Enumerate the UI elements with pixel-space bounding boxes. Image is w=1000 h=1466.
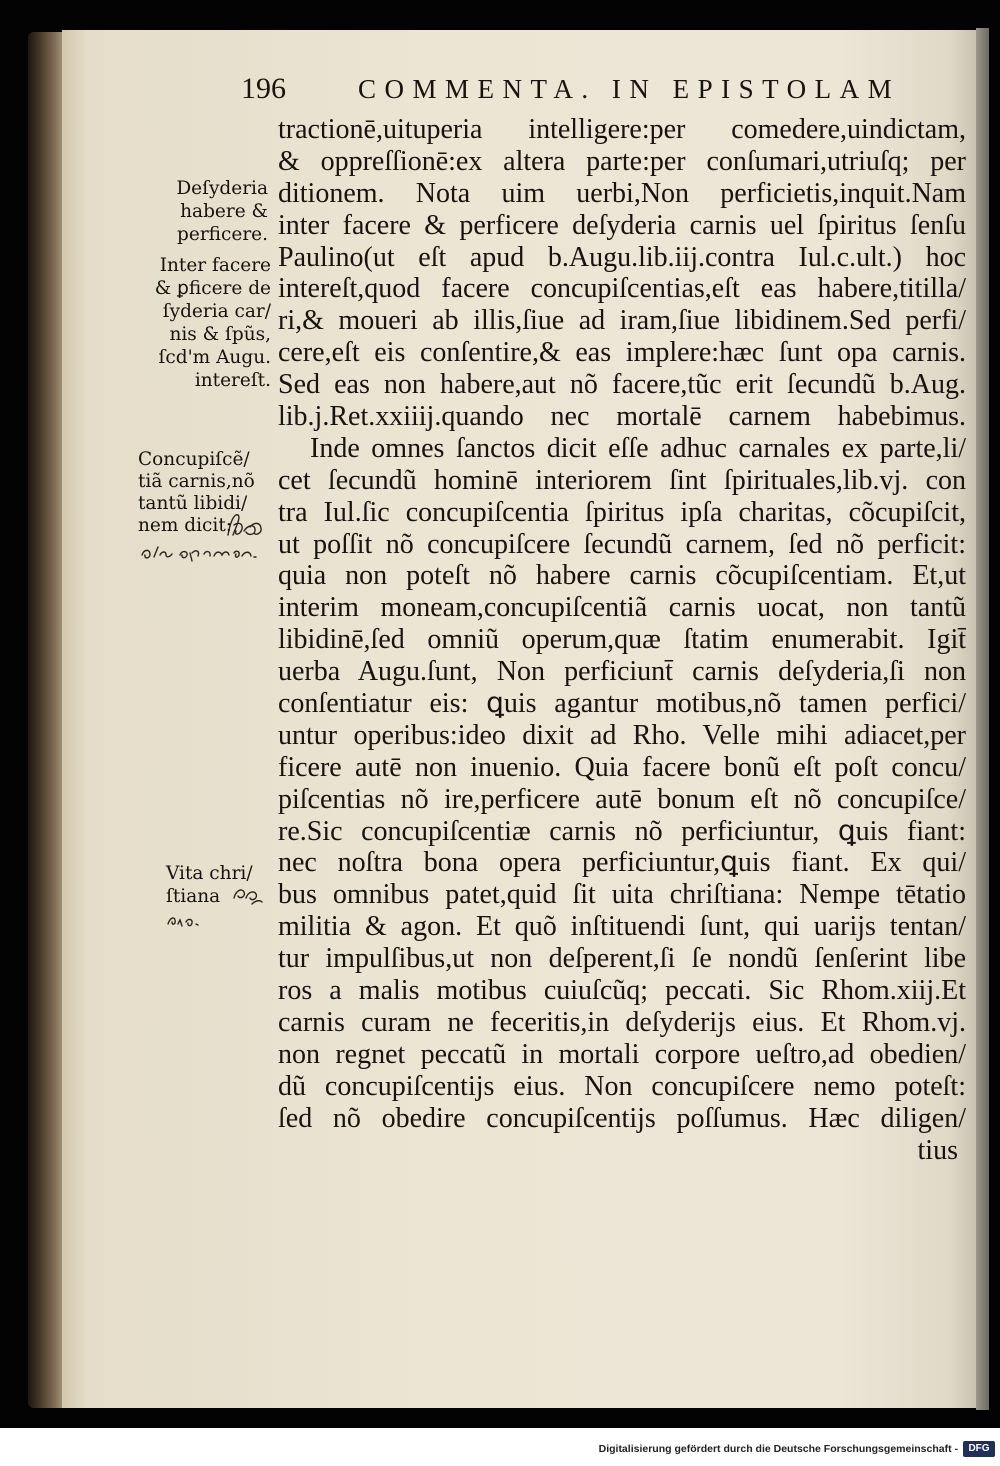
text-line: quia non poteſt nõ habere carnis cõcupiſcentiam. Et,ut — [278, 560, 966, 592]
margin-note-line: Concupiſcẽ/ — [138, 449, 250, 470]
text-line: ficere autē non inuenio. Quia facere bonũ eſt poſt concu/ — [278, 751, 966, 783]
margin-note-line: & ꝑficere de — [154, 278, 271, 299]
margin-note-line: ſtiana — [166, 886, 221, 907]
text-line: conſentiatur eis: ꝗuis agantur motibus,nõ tamen perfici/ — [278, 688, 966, 720]
text-line: ros a malis motibus cuiuſcũq; peccati. Sic Rhom.xiij.Et — [278, 975, 966, 1007]
margin-note-line: ſyderia car/ — [162, 301, 271, 322]
text-line: lib.j.Ret.xxiiij.quando nec mortalē carnem habebimus. — [278, 401, 966, 433]
margin-note — [138, 254, 271, 392]
margin-note-line: tiã carnis,nõ — [138, 471, 255, 492]
running-head: COMMENTA. IN EPISTOLAM — [358, 74, 901, 104]
catchword: tius — [917, 1134, 958, 1166]
margin-note-line: nem dicit: — [138, 515, 232, 536]
text-line: intereſt,quod facere concupiſcentias,eſt eas habere,titilla/ — [278, 273, 966, 305]
text-line: libidinē,ſed omniũ operum,quæ ſtatim enumerabit. Igit̄ — [278, 624, 966, 656]
text-line: ri,& moueri ab illis,ſiue ad iram,ſiue libidinem.Sed perfi/ — [278, 305, 966, 337]
margin-note-line: Deſyderia — [176, 178, 268, 199]
margin-note-line: nis & ſpũs, — [169, 324, 271, 345]
text-line: nec noſtra bona opera perficiuntur,ꝗuis fiant. Ex qui/ — [278, 847, 966, 879]
handwritten-annotation — [160, 880, 270, 935]
text-line: ditionem. Nota uim uerbi,Non perficietis,inquit.Nam — [278, 177, 966, 209]
text-line: ſed nõ obedire concupiſcentijs poſſumus. Hæc diligen/ — [278, 1102, 966, 1134]
margin-note — [150, 177, 268, 246]
margin-note-line: ſcd'm Augu. — [158, 347, 271, 368]
margin-note-line: tantũ libidi/ — [138, 493, 248, 514]
text-line: non regnet peccatũ in mortali corpore ueſtro,ad obedien/ — [278, 1038, 966, 1070]
margin-note-line: Inter facere — [159, 255, 271, 276]
text-line: inter facere & perficere deſyderia carnis uel ſpiritus ſenſu — [278, 209, 966, 241]
handwriting-stroke — [168, 918, 198, 926]
handwriting-stroke — [234, 890, 262, 904]
text-line: re.Sic concupiſcentiæ carnis nõ perficiuntur, ꝗuis fiant: — [278, 815, 966, 847]
book-spine-edge — [28, 32, 64, 1408]
text-line: cere,eſt eis conſentire,& eas implere:hæc ſunt opa carnis. — [278, 337, 966, 369]
text-line: cet ſecundũ hominē interiorem ſint ſpirituales,lib.vj. con — [278, 464, 966, 496]
main-text-block — [278, 114, 966, 1166]
text-line: tractionē,uituperia intelligere:per comedere,uindictam, — [278, 114, 966, 145]
margin-note-line: habere & — [180, 201, 268, 222]
text-line: tur impulſibus,ut non deſperent,ſi ſe nondũ ſenſerint libe — [278, 943, 966, 975]
text-line: carnis curam ne feceritis,in deſyderijs eius. Et Rhom.vj. — [278, 1006, 966, 1038]
digitization-credit: Digitalisierung gefördert durch die Deutsche Forschungsgemeinschaft - — [598, 1443, 958, 1455]
handwriting-stroke — [142, 547, 256, 561]
text-line: militia & agon. Et quõ inſtituendi ſunt, qui uarijs tentan/ — [278, 911, 966, 943]
text-line: Sed eas non habere,aut nõ facere,tũc erit ſecundũ b.Aug. — [278, 369, 966, 401]
text-line: uerba Augu.ſunt, Non perficiunt̄ carnis deſyderia,ſi non — [278, 656, 966, 688]
text-line: & oppreſſionē:ex altera parte:per conſumari,utriuſq; per — [278, 145, 966, 177]
text-line: interim moneam,concupiſcentiã carnis uocat, non tantũ — [278, 592, 966, 624]
text-line: dũ concupiſcentijs eius. Non concupiſcere nemo poteſt: — [278, 1070, 966, 1102]
text-line: Paulino(ut eſt apud b.Augu.lib.iij.contra Iul.c.ult.) hoc — [278, 241, 966, 273]
handwriting-stroke — [228, 515, 261, 535]
handwritten-annotation — [130, 505, 275, 567]
dfg-logo: DFG — [963, 1441, 995, 1457]
text-line: piſcentias nõ ire,perficere autē bonum eſt nõ concupiſce/ — [278, 783, 966, 815]
margin-note-line: perficere. — [177, 224, 268, 245]
text-line: Inde omnes ſanctos dicit eſſe adhuc carnales ex parte,li/ — [310, 432, 966, 464]
margin-note-line: intereſt. — [194, 370, 271, 391]
margin-note-line: Vita chri/ — [166, 863, 253, 884]
page-number: 196 — [241, 72, 286, 105]
text-line: tra Iul.ſic concupiſcentia ſpiritus ipſa charitas, cõcupiſcit, — [278, 496, 966, 528]
text-line: untur operibus:ideo dixit ad Rho. Velle mihi adiacet,per — [278, 719, 966, 751]
page-right-edge — [976, 28, 989, 1410]
text-line: ut poſſit nõ concupiſcere ſecundũ carnem, ſed nõ perficit: — [278, 528, 966, 560]
text-line: bus omnibus patet,quid ſit uita chriſtiana: Nempe tētatio — [278, 879, 966, 911]
